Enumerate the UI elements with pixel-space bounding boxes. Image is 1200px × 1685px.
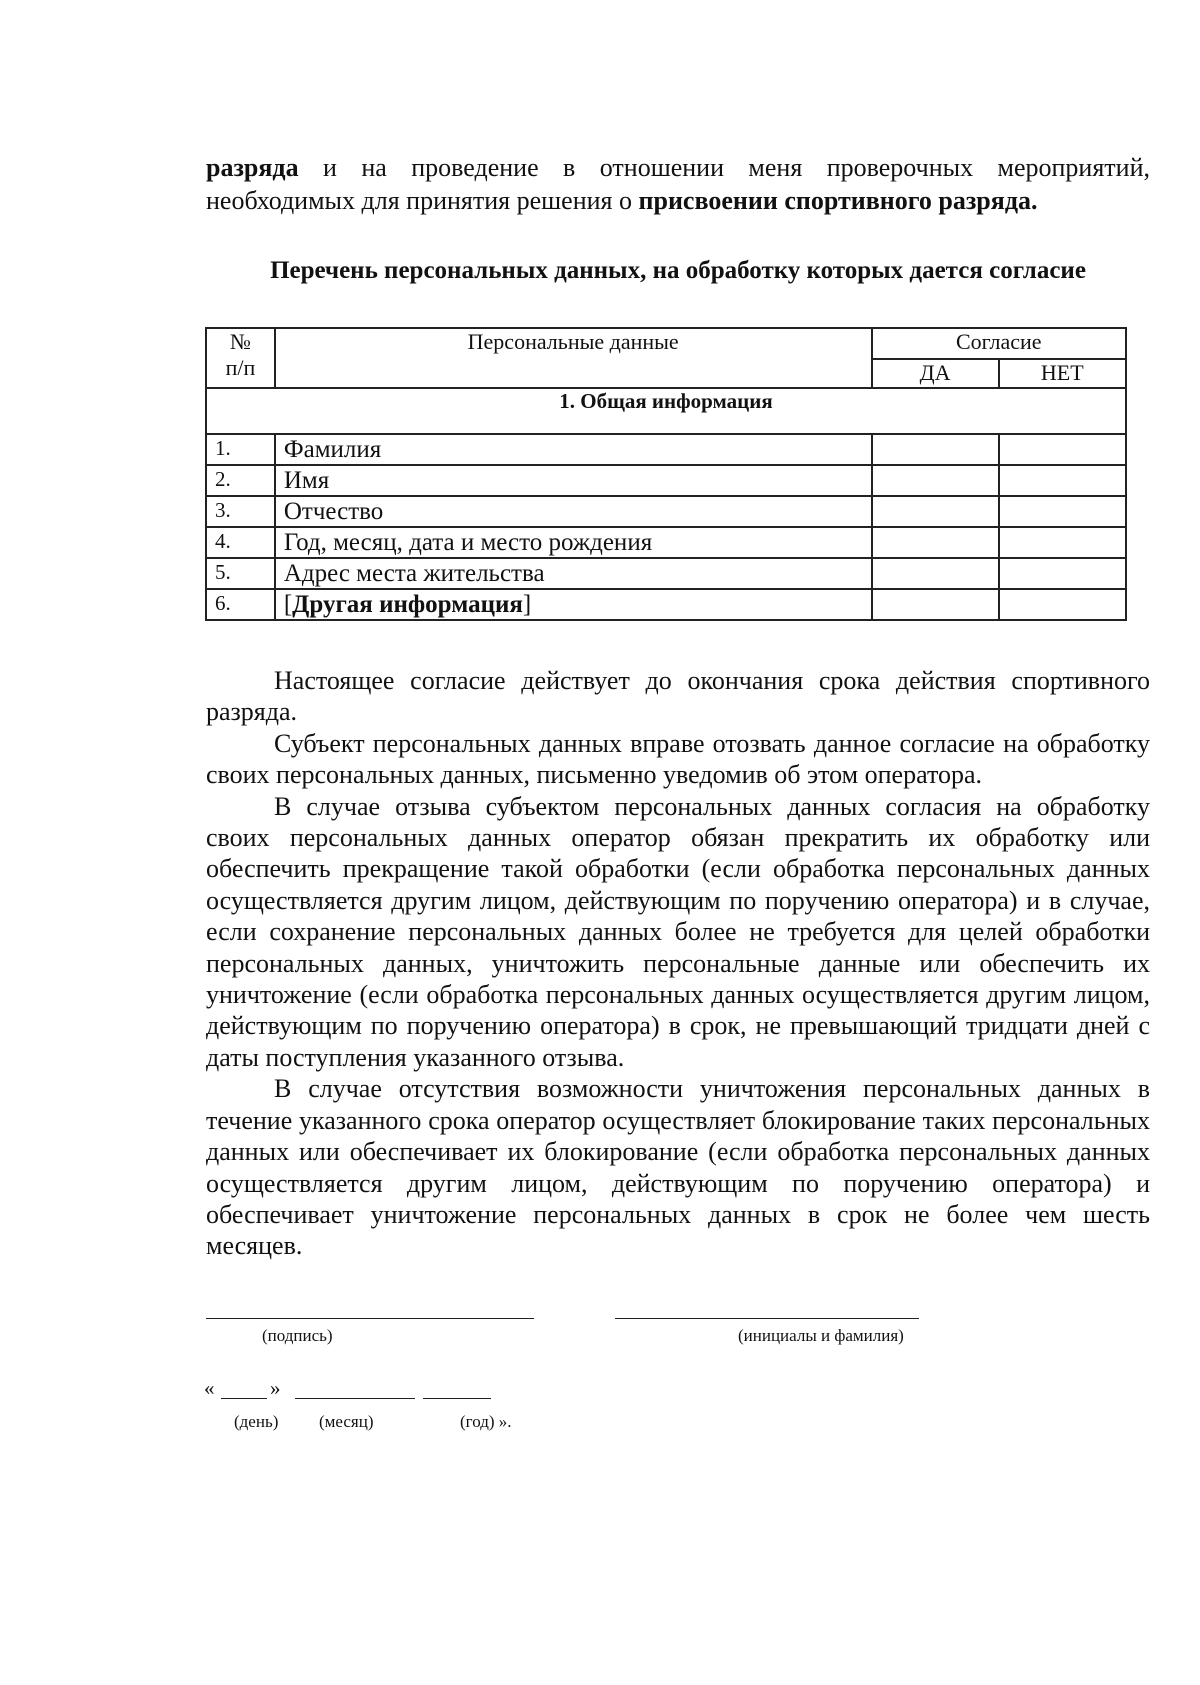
personal-data-table <box>205 327 1127 621</box>
consent-no-cell[interactable] <box>999 527 1126 558</box>
row-label: Имя <box>275 465 872 496</box>
row-label: Фамилия <box>275 434 872 465</box>
intro-paragraph <box>206 151 1150 217</box>
bracket-close: ] <box>522 591 532 618</box>
name-line[interactable] <box>615 1318 919 1319</box>
consent-no-cell[interactable] <box>999 496 1126 527</box>
section-row <box>206 388 1126 434</box>
consent-no-cell[interactable] <box>999 434 1126 465</box>
header-yes: ДА <box>872 359 999 388</box>
paragraph-withdrawal: Субъект персональных данных вправе отозвать данное согласие на обработку своих персональных данных, письменно уведомив об этом оператора. <box>206 728 1150 790</box>
paragraph-blocking: В случае отсутствия возможности уничтожения персональных данных в течение указанного срока оператор осуществляет блокирование таких персональных данных или обеспечивает их блокирование (если обработка персональных данных осуществляется другим лицом, действующим по поручению оператора) и обеспечивает уничтожение персональных данных в срок не более чем шесть месяцев. <box>206 1074 1150 1261</box>
row-number: 2. <box>206 465 275 496</box>
table-row <box>206 589 1126 620</box>
intro-bold-end: присвоении спортивного разряда. <box>638 186 1038 215</box>
year-caption: (год) ». <box>460 1412 512 1431</box>
row-label: Адрес места жительства <box>275 558 872 589</box>
section-heading: Перечень персональных данных, на обработку которых дается согласие <box>270 257 1086 284</box>
consent-no-cell[interactable] <box>999 589 1126 620</box>
signature-caption: (подпись) <box>262 1326 333 1345</box>
header-personal-data: Персональные данные <box>275 328 872 388</box>
section-title: 1. Общая информация <box>206 388 1126 434</box>
body-text <box>206 665 1150 1262</box>
row-label: Год, месяц, дата и место рождения <box>275 527 872 558</box>
year-line[interactable] <box>423 1398 491 1399</box>
table-row <box>206 434 1126 465</box>
consent-yes-cell[interactable] <box>872 558 999 589</box>
table-header-row <box>206 328 1126 359</box>
row-label <box>275 589 872 620</box>
paragraph-withdrawal-consequences: В случае отзыва субъектом персональных данных согласия на обработку своих персональных данных оператор обязан прекратить их обработку или обеспечить прекращение такой обработки (если обработка персональных данных осуществляется другим лицом, действующим по поручению оператора) и в случае, если сохранение персональных данных более не требуется для целей обработки персональных данных, уничтожить персональные данные или обеспечить их уничтожение (если обработка персональных данных осуществляется другим лицом, действующим по поручению оператора) в срок, не превышающий тридцати дней с даты поступления указанного отзыва. <box>206 791 1150 1072</box>
intro-text: и на проведение в отношении меня проверочных мероприятий, необходимых для принятия решения о <box>206 153 1150 215</box>
table-row <box>206 558 1126 589</box>
name-caption: (инициалы и фамилия) <box>738 1326 904 1345</box>
row-number: 3. <box>206 496 275 527</box>
table-row <box>206 496 1126 527</box>
consent-yes-cell[interactable] <box>872 465 999 496</box>
intro-bold-start: разряда <box>206 153 299 182</box>
table-row <box>206 465 1126 496</box>
day-caption: (день) <box>234 1412 279 1431</box>
row-number: 4. <box>206 527 275 558</box>
consent-no-cell[interactable] <box>999 465 1126 496</box>
month-line[interactable] <box>295 1398 415 1399</box>
consent-yes-cell[interactable] <box>872 589 999 620</box>
month-caption: (месяц) <box>319 1412 374 1431</box>
paragraph-validity: Настоящее согласие действует до окончания срока действия спортивного разряда. <box>206 666 1150 727</box>
header-number: № <box>229 329 251 354</box>
consent-no-cell[interactable] <box>999 558 1126 589</box>
bracket-open: [ <box>283 591 293 618</box>
row-number: 5. <box>206 558 275 589</box>
header-consent: Согласие <box>872 328 1126 359</box>
header-number-cell <box>206 328 275 388</box>
consent-yes-cell[interactable] <box>872 434 999 465</box>
header-number-2: п/п <box>225 355 256 380</box>
consent-yes-cell[interactable] <box>872 496 999 527</box>
date-close-quote: » <box>270 1376 281 1400</box>
header-no: НЕТ <box>999 359 1126 388</box>
date-open-quote: « <box>204 1376 215 1400</box>
signature-line[interactable] <box>206 1318 534 1319</box>
table-row <box>206 527 1126 558</box>
consent-yes-cell[interactable] <box>872 527 999 558</box>
row-label: Отчество <box>275 496 872 527</box>
day-line[interactable] <box>221 1398 267 1399</box>
other-info-label: Другая информация <box>292 591 523 618</box>
row-number: 6. <box>206 589 275 620</box>
row-number: 1. <box>206 434 275 465</box>
